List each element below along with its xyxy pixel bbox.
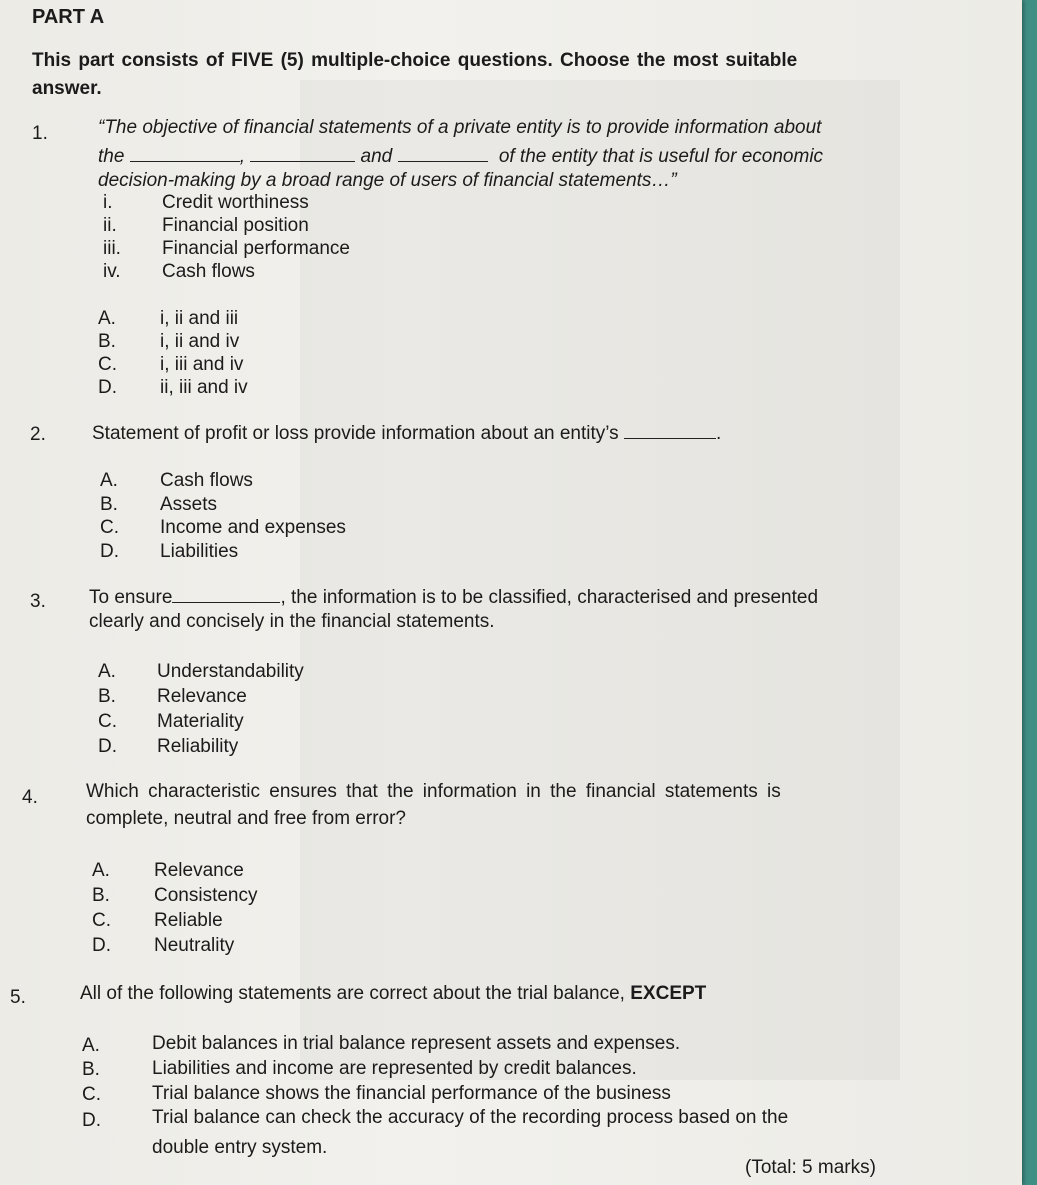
q1-item-roman: i. bbox=[103, 192, 113, 213]
question-4-line-1: Which characteristic ensures that the information in the financial statements is bbox=[86, 781, 781, 802]
q1-option-b[interactable]: i, ii and iv bbox=[160, 331, 240, 352]
question-1-line-3: decision-making by a broad range of users of financial statements…” bbox=[98, 170, 677, 191]
question-3-number: 3. bbox=[30, 591, 46, 612]
q1-option-letter[interactable]: D. bbox=[98, 377, 117, 398]
q4-option-a[interactable]: Relevance bbox=[154, 860, 244, 881]
q5-option-letter[interactable]: A. bbox=[82, 1035, 100, 1056]
question-3-line-1: To ensure , the information is to be classified, characterised and presented bbox=[89, 587, 819, 608]
q4-option-b[interactable]: Consistency bbox=[154, 885, 258, 906]
q3-option-d[interactable]: Reliability bbox=[157, 736, 239, 757]
question-5-line-1: All of the following statements are correct about the trial balance, EXCEPT bbox=[80, 983, 707, 1004]
q5-option-d-line-2: double entry system. bbox=[152, 1137, 328, 1158]
q1-option-letter[interactable]: B. bbox=[98, 331, 116, 352]
question-1-line-1: “The objective of financial statements of a private entity is to provide information about bbox=[98, 117, 822, 138]
q1-item-text: Financial performance bbox=[162, 238, 350, 259]
part-title: PART A bbox=[32, 6, 105, 28]
q4-option-c[interactable]: Reliable bbox=[154, 910, 223, 931]
question-4-line-2: complete, neutral and free from error? bbox=[86, 808, 406, 829]
q4-option-letter[interactable]: A. bbox=[92, 860, 110, 881]
q4-option-letter[interactable]: C. bbox=[92, 910, 111, 931]
blank-1 bbox=[130, 160, 240, 162]
show-through-shadow bbox=[300, 80, 900, 1080]
instructions-line-1: This part consists of FIVE (5) multiple-choice questions. Choose the most suitable bbox=[32, 50, 798, 71]
q1-option-d[interactable]: ii, iii and iv bbox=[160, 377, 248, 398]
q3-option-letter[interactable]: C. bbox=[98, 711, 117, 732]
q3-option-c[interactable]: Materiality bbox=[157, 711, 244, 732]
question-2-line-1: Statement of profit or loss provide information about an entity’s . bbox=[92, 423, 722, 444]
q1-item-text: Financial position bbox=[162, 215, 309, 236]
question-3-line-2: clearly and concisely in the financial statements. bbox=[89, 611, 495, 632]
q2-option-a[interactable]: Cash flows bbox=[160, 470, 253, 491]
q2-option-d[interactable]: Liabilities bbox=[160, 541, 239, 562]
q5-option-d[interactable]: Trial balance can check the accuracy of the recording process based on the bbox=[152, 1107, 789, 1128]
q5-option-b[interactable]: Liabilities and income are represented by credit balances. bbox=[152, 1058, 637, 1079]
q2-option-letter[interactable]: D. bbox=[100, 541, 119, 562]
q2-option-letter[interactable]: B. bbox=[100, 494, 118, 515]
q2-option-letter[interactable]: C. bbox=[100, 517, 119, 538]
q2-option-letter[interactable]: A. bbox=[100, 470, 118, 491]
instructions-line-2: answer. bbox=[32, 78, 102, 99]
blank-q3 bbox=[172, 601, 280, 603]
question-2-number: 2. bbox=[30, 424, 46, 445]
blank-3 bbox=[398, 160, 488, 162]
q4-option-letter[interactable]: D. bbox=[92, 935, 111, 956]
total-marks: (Total: 5 marks) bbox=[745, 1157, 876, 1178]
q4-option-d[interactable]: Neutrality bbox=[154, 935, 235, 956]
q4-option-letter[interactable]: B. bbox=[92, 885, 110, 906]
q3-option-letter[interactable]: B. bbox=[98, 686, 116, 707]
q3-option-b[interactable]: Relevance bbox=[157, 686, 247, 707]
q5-option-a[interactable]: Debit balances in trial balance represent assets and expenses. bbox=[152, 1033, 681, 1054]
except-keyword: EXCEPT bbox=[630, 983, 707, 1004]
blank-q2 bbox=[624, 437, 716, 439]
q1-item-text: Cash flows bbox=[162, 261, 255, 282]
q2-option-b[interactable]: Assets bbox=[160, 494, 218, 515]
q2-option-c[interactable]: Income and expenses bbox=[160, 517, 346, 538]
q1-option-a[interactable]: i, ii and iii bbox=[160, 308, 239, 329]
question-4-number: 4. bbox=[22, 787, 38, 808]
q3-option-letter[interactable]: A. bbox=[98, 661, 116, 682]
question-1-line-2: the , and of the entity that is useful for economic bbox=[98, 146, 824, 167]
q5-option-letter[interactable]: D. bbox=[82, 1110, 101, 1131]
q3-option-a[interactable]: Understandability bbox=[157, 661, 304, 682]
blank-2 bbox=[250, 160, 355, 162]
q1-item-roman: iv. bbox=[103, 261, 121, 282]
q1-option-letter[interactable]: C. bbox=[98, 354, 117, 375]
q1-item-text: Credit worthiness bbox=[162, 192, 309, 213]
question-5-number: 5. bbox=[10, 987, 26, 1008]
q5-option-letter[interactable]: C. bbox=[82, 1084, 101, 1105]
q5-option-c[interactable]: Trial balance shows the financial performance of the business bbox=[152, 1083, 671, 1104]
q1-item-roman: iii. bbox=[103, 238, 121, 259]
q3-option-letter[interactable]: D. bbox=[98, 736, 117, 757]
q1-item-roman: ii. bbox=[103, 215, 117, 236]
q5-option-letter[interactable]: B. bbox=[82, 1059, 100, 1080]
q1-option-c[interactable]: i, iii and iv bbox=[160, 354, 244, 375]
q1-option-letter[interactable]: A. bbox=[98, 308, 116, 329]
question-1-number: 1. bbox=[32, 123, 48, 144]
